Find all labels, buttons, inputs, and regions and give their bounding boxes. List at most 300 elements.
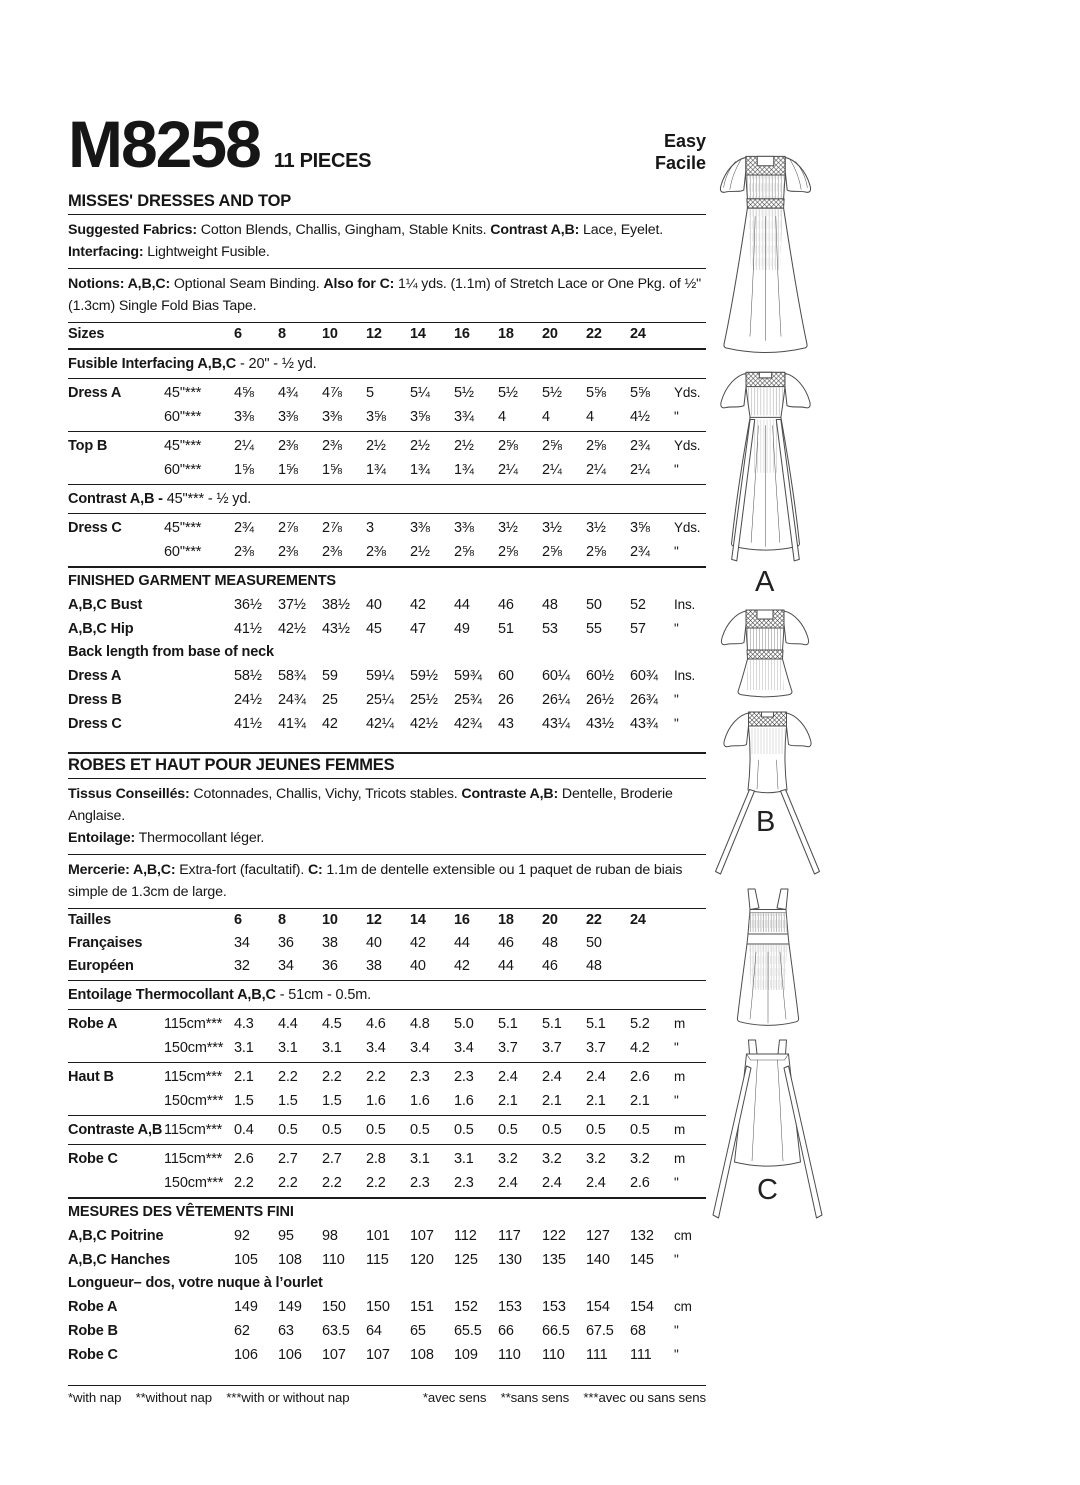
value-cell: 42 [410, 597, 426, 613]
garment-illustrations [700, 118, 1072, 1358]
value-cell: 32 [234, 958, 250, 974]
value-cell: 0.4 [234, 1122, 254, 1138]
value-cell: 4 [498, 409, 506, 425]
value-cell: 2⅜ [322, 544, 342, 560]
value-cell: 36 [322, 958, 338, 974]
value-cell: 2¼ [542, 462, 562, 478]
value-cell: 120 [410, 1252, 434, 1268]
value-cell: 44 [498, 958, 514, 974]
value-cell: 2.4 [586, 1175, 606, 1191]
value-cell: 2.8 [366, 1151, 386, 1167]
value-cell: 2.4 [542, 1069, 562, 1085]
value-cell: 4.4 [278, 1016, 298, 1032]
row-sublabel: 150cm*** [164, 1040, 224, 1056]
value-cell: 26¼ [542, 692, 570, 708]
row-label: Dress C [68, 716, 122, 732]
table-section-heading: Longueur– dos, votre nuque à l’ourlet [68, 1275, 323, 1291]
value-cell: 68 [630, 1323, 646, 1339]
value-cell: 46 [542, 958, 558, 974]
value-cell: 60 [498, 668, 514, 684]
value-cell: 66 [498, 1323, 514, 1339]
unit-cell: " [674, 462, 679, 477]
value-cell: 57 [630, 621, 646, 637]
value-cell: 107 [322, 1347, 346, 1363]
row-sublabel: 115cm*** [164, 1122, 223, 1138]
value-cell: 112 [454, 1228, 477, 1244]
value-cell: 6 [234, 912, 242, 928]
value-cell: 110 [498, 1347, 521, 1363]
value-cell: 3½ [498, 520, 518, 536]
value-cell: 8 [278, 326, 286, 342]
table-note-row [68, 487, 706, 514]
table-row [68, 381, 706, 405]
value-cell: 1.6 [454, 1093, 474, 1109]
value-cell: 2.1 [586, 1093, 606, 1109]
value-cell: 58½ [234, 668, 262, 684]
value-cell: 4.8 [410, 1016, 430, 1032]
text: Thermocollant léger. [135, 830, 265, 846]
value-cell: 18 [498, 912, 514, 928]
value-cell: 2.6 [234, 1151, 254, 1167]
table-note-row [68, 352, 706, 379]
value-cell: 41½ [234, 716, 262, 732]
text: - 51cm - 0.5m. [275, 987, 372, 1003]
value-cell: 2⅞ [278, 520, 298, 536]
value-cell: 52 [630, 597, 646, 613]
bold-text: Mercerie: A,B,C: [68, 862, 176, 878]
text: 45"*** - ½ yd. [162, 491, 252, 507]
value-cell: 5 [366, 385, 374, 401]
row-sublabel: 115cm*** [164, 1069, 223, 1085]
value-cell: 14 [410, 326, 426, 342]
value-cell: 2.2 [322, 1175, 342, 1191]
value-cell: 53 [542, 621, 558, 637]
value-cell: 3⅜ [234, 409, 254, 425]
table-row [68, 1118, 706, 1145]
value-cell: 2.6 [630, 1175, 650, 1191]
value-cell: 2.1 [498, 1093, 518, 1109]
value-cell: 149 [234, 1299, 258, 1315]
bold-text: Suggested Fabrics: [68, 222, 197, 238]
value-cell: 2⅜ [366, 544, 386, 560]
value-cell: 2¾ [234, 520, 254, 536]
value-cell: 10 [322, 326, 338, 342]
value-cell: 3.7 [586, 1040, 606, 1056]
value-cell: 3.4 [454, 1040, 474, 1056]
footnote-english: *with nap **without nap ***with or without nap [68, 1390, 350, 1405]
value-cell: 43½ [586, 716, 614, 732]
value-cell: 43¾ [630, 716, 658, 732]
value-cell: 95 [278, 1228, 294, 1244]
value-cell: 2.2 [322, 1069, 342, 1085]
value-cell: 1.5 [278, 1093, 298, 1109]
english-yardage-table [68, 323, 706, 736]
value-cell: 22 [586, 326, 602, 342]
value-cell: 6 [234, 326, 242, 342]
value-cell: 3¾ [454, 409, 474, 425]
value-cell: 2.7 [278, 1151, 298, 1167]
unit-cell: " [674, 1323, 679, 1338]
value-cell: 1.5 [234, 1093, 254, 1109]
row-label: Top B [68, 438, 108, 454]
table-row [68, 932, 706, 955]
table-row [68, 593, 706, 617]
value-cell: 3.2 [542, 1151, 562, 1167]
value-cell: 149 [278, 1299, 302, 1315]
row-sublabel: 115cm*** [164, 1151, 223, 1167]
table-row [68, 1089, 706, 1116]
value-cell: 0.5 [454, 1122, 474, 1138]
value-cell: 3½ [542, 520, 562, 536]
row-label: Robe B [68, 1323, 118, 1339]
value-cell: 122 [542, 1228, 566, 1244]
tissus-text [68, 779, 706, 855]
row-sublabel: 150cm*** [164, 1175, 224, 1191]
value-cell: 2⅜ [278, 438, 298, 454]
value-cell: 3½ [586, 520, 606, 536]
value-cell: 1¾ [366, 462, 386, 478]
bold-text: Contrast A,B: [490, 222, 580, 238]
view-b-label: B [756, 806, 776, 838]
value-cell: 34 [278, 958, 294, 974]
notions-text [68, 269, 706, 323]
value-cell: 42½ [278, 621, 306, 637]
text: Lightweight Fusible. [143, 244, 270, 260]
table-section-heading: MESURES DES VÊTEMENTS FINI [68, 1204, 294, 1220]
value-cell: 24½ [234, 692, 262, 708]
difficulty-english: Easy [663, 131, 706, 151]
unit-cell: " [674, 1093, 679, 1108]
value-cell: 2.4 [586, 1069, 606, 1085]
value-cell: 40 [366, 597, 382, 613]
pieces-count: 11 PIECES [273, 150, 372, 172]
text: - 20" - ½ yd. [236, 356, 317, 372]
table-section-heading: FINISHED GARMENT MEASUREMENTS [68, 573, 336, 589]
value-cell: 49 [454, 621, 470, 637]
row-sublabel: 150cm*** [164, 1093, 224, 1109]
value-cell: 1⅝ [322, 462, 342, 478]
row-label: A,B,C Bust [68, 597, 143, 613]
value-cell: 110 [322, 1252, 345, 1268]
value-cell: 108 [410, 1347, 434, 1363]
value-cell: 59¼ [366, 668, 394, 684]
value-cell: 4 [542, 409, 550, 425]
value-cell: 43¼ [542, 716, 570, 732]
value-cell: 2.2 [366, 1175, 386, 1191]
english-title: MISSES' DRESSES AND TOP [68, 190, 706, 215]
value-cell: 2⅜ [278, 544, 298, 560]
row-sublabel: 45"*** [164, 385, 202, 401]
value-cell: 2¼ [234, 438, 254, 454]
row-sublabel: 60"*** [164, 409, 202, 425]
value-cell: 4⅞ [322, 385, 342, 401]
value-cell: 41½ [234, 621, 262, 637]
value-cell: 46 [498, 597, 514, 613]
value-cell: 65.5 [454, 1323, 482, 1339]
value-cell: 38 [366, 958, 382, 974]
value-cell: 3.1 [322, 1040, 342, 1056]
value-cell: 50 [586, 935, 602, 951]
value-cell: 44 [454, 935, 470, 951]
value-cell: 25¼ [366, 692, 394, 708]
row-label: Contraste A,B [68, 1122, 163, 1138]
table-row [68, 1036, 706, 1063]
value-cell: 3.2 [498, 1151, 518, 1167]
row-sublabel: 60"*** [164, 462, 202, 478]
value-cell: 4 [586, 409, 594, 425]
value-cell: 152 [454, 1299, 478, 1315]
value-cell: 2¼ [498, 462, 518, 478]
value-cell: 40 [410, 958, 426, 974]
value-cell: 64 [366, 1323, 382, 1339]
value-cell: 2⅝ [542, 438, 562, 454]
value-cell: 1⅝ [278, 462, 298, 478]
value-cell: 42¾ [454, 716, 482, 732]
value-cell: 2½ [454, 438, 474, 454]
value-cell: 2⅞ [322, 520, 342, 536]
value-cell: 44 [454, 597, 470, 613]
view-c-label: C [757, 1174, 778, 1206]
row-label: Robe A [68, 1299, 118, 1315]
value-cell: 63.5 [322, 1323, 350, 1339]
unit-cell: m [674, 1122, 686, 1137]
bold-text: Notions: A,B,C: [68, 276, 171, 292]
value-cell: 2¾ [630, 438, 650, 454]
value-cell: 117 [498, 1228, 521, 1244]
value-cell: 4½ [630, 409, 650, 425]
difficulty-french: Facile [654, 153, 706, 173]
value-cell: 106 [278, 1347, 302, 1363]
value-cell: 3⅝ [410, 409, 430, 425]
value-cell: 3.1 [234, 1040, 254, 1056]
row-label: A,B,C Hip [68, 621, 134, 637]
value-cell: 59 [322, 668, 338, 684]
value-cell: 2.3 [410, 1069, 430, 1085]
value-cell: 26¾ [630, 692, 658, 708]
value-cell: 5.2 [630, 1016, 650, 1032]
value-cell: 3 [366, 520, 374, 536]
value-cell: 154 [586, 1299, 610, 1315]
value-cell: 132 [630, 1228, 654, 1244]
value-cell: 45 [366, 621, 382, 637]
value-cell: 5½ [498, 385, 518, 401]
unit-cell: m [674, 1016, 686, 1031]
value-cell: 48 [542, 597, 558, 613]
text: Lace, Eyelet. [579, 222, 664, 238]
value-cell: 3⅝ [630, 520, 650, 536]
value-cell: 60¾ [630, 668, 658, 684]
footnote-french: *avec sens **sans sens ***avec ou sans sens [422, 1390, 706, 1405]
value-cell: 20 [542, 912, 558, 928]
value-cell: 2⅜ [322, 438, 342, 454]
unit-cell: " [674, 544, 679, 559]
value-cell: 16 [454, 326, 470, 342]
value-cell: 3.7 [542, 1040, 562, 1056]
value-cell: 2⅝ [454, 544, 474, 560]
value-cell: 1.5 [322, 1093, 342, 1109]
value-cell: 2.2 [234, 1175, 254, 1191]
row-label: A,B,C Hanches [68, 1252, 170, 1268]
instructions-column [68, 107, 706, 1405]
value-cell: 111 [586, 1347, 608, 1363]
row-sublabel: 45"*** [164, 438, 202, 454]
top-b-front-illustration [710, 598, 820, 698]
bold-text: Entoilage: [68, 830, 136, 846]
table-row [68, 434, 706, 458]
brand-block [68, 107, 372, 181]
value-cell: 3.7 [498, 1040, 518, 1056]
value-cell: 2.3 [410, 1175, 430, 1191]
value-cell: 42¼ [366, 716, 394, 732]
value-cell: 0.5 [630, 1122, 650, 1138]
table-row [68, 458, 706, 485]
table-row [68, 1012, 706, 1036]
value-cell: 0.5 [278, 1122, 298, 1138]
bold-text: Entoilage Thermocollant A,B,C [68, 987, 276, 1003]
value-cell: 4.2 [630, 1040, 650, 1056]
unit-cell: cm [674, 1228, 692, 1243]
text: Optional Seam Binding. [170, 276, 324, 292]
unit-cell: " [674, 621, 679, 636]
bold-text: Interfacing: [68, 244, 144, 260]
value-cell: 46 [498, 935, 514, 951]
unit-cell: m [674, 1069, 686, 1084]
value-cell: 4.6 [366, 1016, 386, 1032]
value-cell: 3⅜ [410, 520, 430, 536]
row-label: Robe C [68, 1151, 118, 1167]
value-cell: 1¾ [454, 462, 474, 478]
value-cell: 43½ [322, 621, 350, 637]
value-cell: 2.7 [322, 1151, 342, 1167]
value-cell: 2¼ [586, 462, 606, 478]
value-cell: 4.5 [322, 1016, 342, 1032]
value-cell: 20 [542, 326, 558, 342]
value-cell: 38 [322, 935, 338, 951]
value-cell: 62 [234, 1323, 250, 1339]
bold-text: Contraste A,B: [461, 786, 559, 802]
value-cell: 2⅝ [498, 544, 518, 560]
value-cell: 60¼ [542, 668, 570, 684]
value-cell: 2.2 [278, 1069, 298, 1085]
bold-text: Tissus Conseillés: [68, 786, 190, 802]
value-cell: 48 [586, 958, 602, 974]
value-cell: 106 [234, 1347, 258, 1363]
unit-cell: " [674, 409, 679, 424]
value-cell: 130 [498, 1252, 522, 1268]
value-cell: 135 [542, 1252, 566, 1268]
table-row [68, 323, 706, 350]
unit-cell: " [674, 1040, 679, 1055]
value-cell: 2.3 [454, 1069, 474, 1085]
value-cell: 101 [366, 1228, 390, 1244]
unit-cell: " [674, 716, 679, 731]
table-row [68, 909, 706, 932]
row-label: Françaises [68, 935, 143, 951]
value-cell: 1⅝ [234, 462, 254, 478]
value-cell: 5.1 [498, 1016, 518, 1032]
difficulty-badge [655, 112, 706, 174]
value-cell: 3.2 [630, 1151, 650, 1167]
table-section-heading: Back length from base of neck [68, 644, 274, 660]
unit-cell: Yds. [674, 438, 701, 453]
row-sublabel: 115cm*** [164, 1016, 223, 1032]
bold-text: Fusible Interfacing A,B,C [68, 356, 237, 372]
row-label: Sizes [68, 326, 105, 342]
value-cell: 145 [630, 1252, 654, 1268]
mercerie-text [68, 855, 706, 909]
value-cell: 4⅝ [234, 385, 254, 401]
bold-text: C: [307, 862, 323, 878]
text: Extra-fort (facultatif). [175, 862, 308, 878]
value-cell: 60½ [586, 668, 614, 684]
text: 1¼ yds. (1.1m) of Stretch Lace or One Pkg. of ½" (1.3cm) Single Fold Bias Tape. [68, 276, 702, 314]
value-cell: 154 [630, 1299, 654, 1315]
value-cell: 3⅜ [454, 520, 474, 536]
value-cell: 3⅝ [366, 409, 386, 425]
view-a-label: A [755, 566, 775, 598]
value-cell: 2.2 [278, 1175, 298, 1191]
table-row [68, 1224, 706, 1248]
value-cell: 2.2 [366, 1069, 386, 1085]
value-cell: 26 [498, 692, 514, 708]
value-cell: 55 [586, 621, 602, 637]
value-cell: 3.1 [454, 1151, 474, 1167]
value-cell: 2.1 [630, 1093, 650, 1109]
row-label: Européen [68, 958, 134, 974]
table-row [68, 688, 706, 712]
value-cell: 22 [586, 912, 602, 928]
value-cell: 0.5 [542, 1122, 562, 1138]
unit-cell: " [674, 692, 679, 707]
table-row [68, 405, 706, 432]
value-cell: 14 [410, 912, 426, 928]
unit-cell: Yds. [674, 385, 701, 400]
value-cell: 41¾ [278, 716, 306, 732]
text: Cotonnades, Challis, Vichy, Tricots stables. [189, 786, 462, 802]
value-cell: 115 [366, 1252, 389, 1268]
value-cell: 25 [322, 692, 338, 708]
french-section [68, 752, 706, 1367]
value-cell: 37½ [278, 597, 306, 613]
value-cell: 3⅜ [278, 409, 298, 425]
value-cell: 2⅝ [586, 438, 606, 454]
french-title: ROBES ET HAUT POUR JEUNES FEMMES [68, 754, 706, 779]
value-cell: 43 [498, 716, 514, 732]
value-cell: 2⅝ [498, 438, 518, 454]
value-cell: 66.5 [542, 1323, 570, 1339]
bold-text: Also for C: [323, 276, 395, 292]
value-cell: 42 [454, 958, 470, 974]
row-label: Dress C [68, 520, 122, 536]
row-label: Dress B [68, 692, 122, 708]
value-cell: 18 [498, 326, 514, 342]
value-cell: 92 [234, 1228, 250, 1244]
text: Dentelle, Broderie Anglaise. [68, 786, 673, 824]
table-row [68, 712, 706, 736]
value-cell: 3.4 [410, 1040, 430, 1056]
text: Cotton Blends, Challis, Gingham, Stable Knits. [196, 222, 491, 238]
value-cell: 48 [542, 935, 558, 951]
text: 1.1m de dentelle extensible ou 1 paquet de ruban de biais simple de 1.3cm de large. [68, 862, 683, 900]
table-row [68, 1343, 706, 1367]
value-cell: 0.5 [498, 1122, 518, 1138]
value-cell: 108 [278, 1252, 302, 1268]
value-cell: 42 [410, 935, 426, 951]
row-label: A,B,C Poitrine [68, 1228, 164, 1244]
bold-text: Contrast A,B - [68, 491, 163, 507]
value-cell: 109 [454, 1347, 478, 1363]
value-cell: 111 [630, 1347, 652, 1363]
